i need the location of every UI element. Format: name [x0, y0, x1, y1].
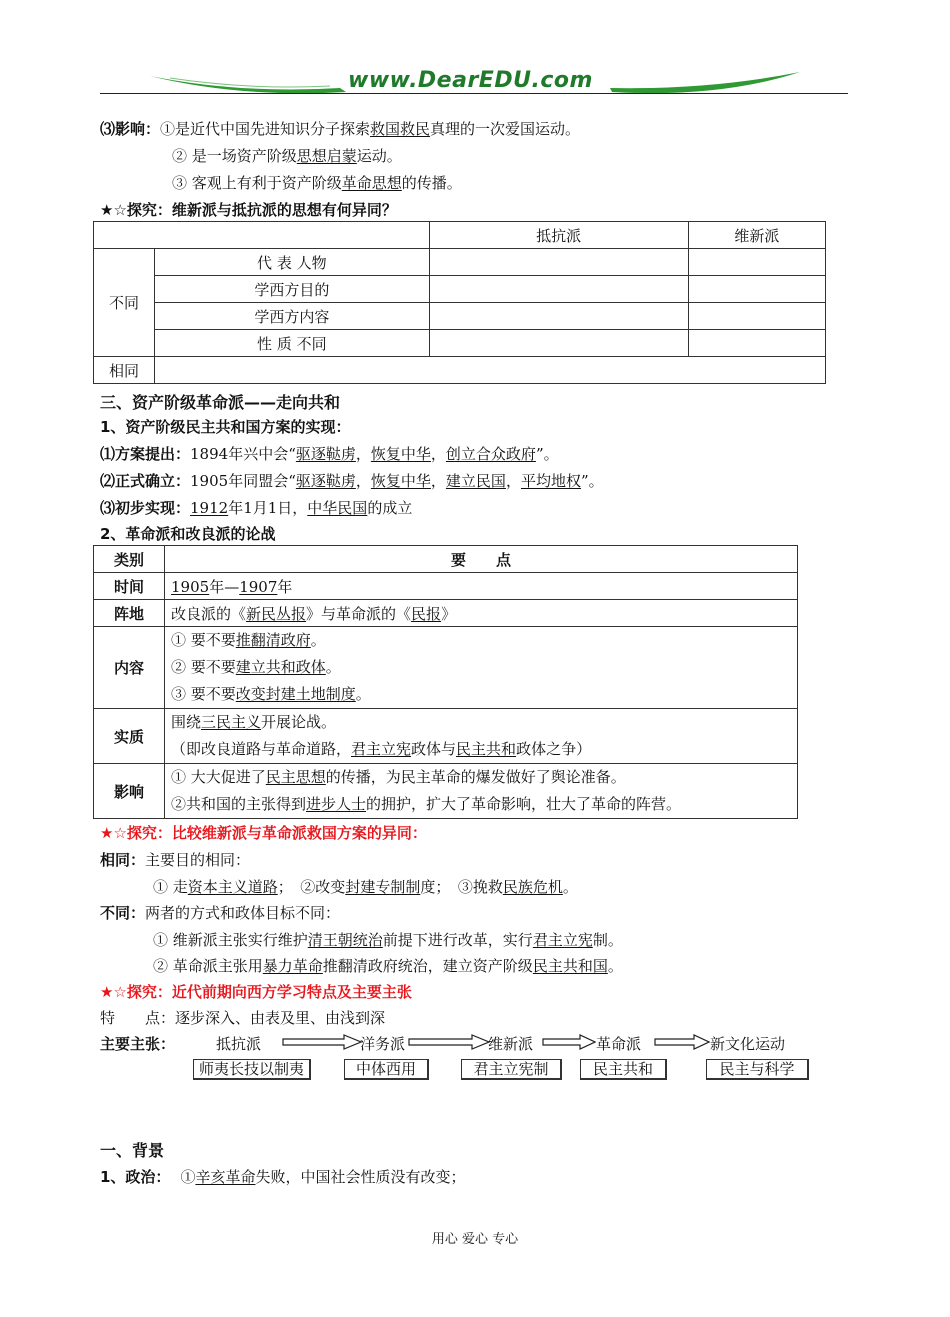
table2-time-cell: [165, 573, 798, 600]
section3-title: 三、资产阶级革命派——走向共和: [100, 393, 341, 412]
underlined-term: 改变封建土地制度: [235, 685, 356, 703]
text: ① 走: [153, 878, 188, 896]
text: 围绕: [171, 713, 202, 731]
claim-box: 民主共和: [580, 1059, 667, 1080]
text: ，: [430, 472, 446, 490]
text: 改良派的《: [171, 604, 247, 623]
arrow-right-icon: [654, 1034, 710, 1050]
underlined-term: 建立民国: [445, 472, 506, 490]
label: ⑵正式确立：: [100, 472, 191, 490]
text: 。: [325, 658, 341, 676]
table1-cell: [688, 249, 825, 276]
flow-item: 维新派: [488, 1035, 534, 1053]
underlined-term: 民主共和: [456, 740, 517, 758]
underlined-term: 资本主义道路: [187, 878, 278, 896]
text: 。: [607, 957, 623, 975]
explore2-diff-line: [100, 902, 340, 923]
text: 的传播。: [401, 174, 462, 192]
table2-header-points: 要 点: [165, 546, 798, 573]
table2-row-content: 内容: [94, 627, 165, 709]
text: 政体之争）: [516, 740, 592, 758]
underlined-term: 1912: [190, 499, 229, 517]
table1-row-label: 学西方内容: [155, 303, 430, 330]
table2-base-cell: [165, 600, 798, 627]
underlined-term: 驱逐鞑虏: [295, 445, 356, 463]
text: ① 大大促进了: [171, 768, 266, 786]
table1-cell: [688, 276, 825, 303]
underlined-term: 民主思想: [265, 768, 326, 786]
text: ，: [355, 445, 371, 463]
table1-col-resist: 抵抗派: [429, 222, 688, 249]
table1-cell: [688, 303, 825, 330]
table2-header-category: 类别: [94, 546, 165, 573]
table1-cell: [429, 330, 688, 357]
table1-row-label: 学西方目的: [155, 276, 430, 303]
explore2-same-line: [100, 849, 250, 870]
claim-box: 民主与科学: [706, 1059, 809, 1080]
section3-sub1: 1、资产阶级民主共和国方案的实现：: [100, 418, 351, 436]
label: ⑶初步实现：: [100, 499, 191, 517]
text: 真理的一次爱国运动。: [430, 120, 581, 138]
header-logo-text: www.DearEDU.com: [348, 68, 593, 93]
text: 年: [277, 577, 293, 596]
arrow-right-icon: [408, 1034, 490, 1050]
text: ③ 要不要: [171, 685, 236, 703]
text: ，: [505, 472, 521, 490]
table1-same-cell: [155, 357, 826, 384]
table2-essence-cell: [165, 709, 798, 764]
underlined-term: 暴力革命: [262, 957, 323, 975]
underlined-term: 推翻清政府: [235, 631, 311, 649]
underlined-term: 辛亥革命: [195, 1168, 256, 1186]
text: 度； ③挽救: [420, 878, 503, 896]
underlined-term: 1907: [239, 577, 278, 596]
flow-item: 洋务派: [360, 1035, 406, 1053]
text: 年—: [209, 577, 240, 596]
section1-politics: [100, 1166, 465, 1187]
text: ，: [430, 445, 446, 463]
text: ①: [180, 1168, 196, 1186]
underlined-term: 进步人士: [306, 795, 367, 813]
underlined-term: 思想启蒙: [296, 147, 357, 165]
text: ”。: [535, 445, 559, 463]
impact-line-2: [171, 791, 791, 818]
underlined-term: 君主立宪: [351, 740, 412, 758]
table1-group-diff: 不同: [94, 249, 155, 357]
text: ② 是一场资产阶级: [172, 147, 297, 165]
text: 失败，中国社会性质没有改变；: [255, 1168, 466, 1186]
content-item-2: [171, 654, 791, 681]
flow-item: 抵抗派: [216, 1035, 262, 1053]
underlined-term: 1905: [171, 577, 210, 596]
label: 1、政治：: [100, 1168, 171, 1186]
text: ①是近代中国先进知识分子探索: [160, 120, 371, 138]
text: ① 维新派主张实行维护: [153, 931, 308, 949]
underlined-term: 民报: [411, 604, 442, 623]
influence-line-2: [172, 145, 402, 166]
label: 相同：: [100, 851, 146, 869]
text: 1905年同盟会“: [190, 472, 296, 490]
text: 的成立: [367, 499, 413, 517]
underlined-term: 封建专制制: [345, 878, 421, 896]
explore2-title: ★☆探究：比较维新派与革命派救国方案的异同：: [100, 824, 427, 842]
text: ② 革命派主张用: [153, 957, 263, 975]
text: （即改良道路与革命道路，: [171, 740, 352, 758]
text: 政体与: [411, 740, 457, 758]
section3-sub2: 2、革命派和改良派的论战: [100, 525, 276, 543]
label: 特 点：: [100, 1009, 176, 1027]
explore2-same-items: [153, 876, 578, 897]
section1-title: 一、背景: [100, 1141, 165, 1160]
table2-row-base: 阵地: [94, 600, 165, 627]
table1-row-label: 性 质 不同: [155, 330, 430, 357]
underlined-term: 新民丛报: [246, 604, 307, 623]
table1-cell: [429, 276, 688, 303]
underlined-term: 建立共和政体: [235, 658, 326, 676]
label: ⑴方案提出：: [100, 445, 191, 463]
underlined-term: 君主立宪: [532, 931, 593, 949]
underlined-term: 平均地权: [520, 472, 581, 490]
text: ② 要不要: [171, 658, 236, 676]
page-footer: 用心 爱心 专心: [431, 1232, 519, 1247]
text: 逐步深入、由表及里、由浅到深: [175, 1009, 386, 1027]
table1-cell: [688, 330, 825, 357]
label: 不同：: [100, 904, 146, 922]
underlined-term: 恢复中华: [370, 445, 431, 463]
content-item-1: [171, 627, 791, 654]
influence-line-1: [100, 118, 580, 139]
text: 年1月1日，: [228, 499, 308, 517]
text: 主要目的相同：: [145, 851, 251, 869]
table1-row-same: 相同: [94, 357, 155, 384]
text: 两者的方式和政体目标不同：: [145, 904, 341, 922]
text: 制。: [592, 931, 623, 949]
impact-line-1: [171, 764, 791, 791]
text: 的拥护，扩大了革命影响，壮大了革命的阵营。: [366, 795, 682, 813]
table2-content-cell: [165, 627, 798, 709]
underlined-term: 中华民国: [307, 499, 368, 517]
table2-row-essence: 实质: [94, 709, 165, 764]
claim-box: 君主立宪制: [461, 1059, 562, 1080]
text: 运动。: [356, 147, 402, 165]
plan-established: [100, 470, 604, 491]
text: 推翻清政府统治，建立资产阶级: [322, 957, 533, 975]
text: ③ 客观上有利于资产阶级: [172, 174, 342, 192]
text: ① 要不要: [171, 631, 236, 649]
underlined-term: 三民主义: [201, 713, 262, 731]
text: 的传播，为民主革命的爆发做好了舆论准备。: [325, 768, 626, 786]
explore3-title: ★☆探究：近代前期向西方学习特点及主要主张: [100, 983, 412, 1001]
table1-cell: [429, 249, 688, 276]
text: 前提下进行改革，实行: [382, 931, 533, 949]
influence-line-3: [172, 172, 462, 193]
text: 》: [441, 604, 457, 623]
arrow-right-icon: [282, 1034, 362, 1050]
text: ”。: [580, 472, 604, 490]
text: 开展论战。: [261, 713, 337, 731]
table1-cell: [429, 303, 688, 330]
underlined-term: 恢复中华: [370, 472, 431, 490]
text: 。: [562, 878, 578, 896]
comparison-table-1: [93, 221, 826, 384]
arrow-right-icon: [542, 1034, 596, 1050]
underlined-term: 救国救民: [370, 120, 431, 138]
header-rule: [100, 93, 848, 94]
content-item-3: [171, 681, 791, 708]
text: ； ②改变: [277, 878, 346, 896]
explore3-features: [100, 1007, 385, 1028]
table2-row-impact: 影响: [94, 764, 165, 819]
debate-table: [93, 545, 798, 819]
flow-item: 革命派: [596, 1035, 642, 1053]
claim-box: 中体西用: [344, 1059, 429, 1080]
underlined-term: 创立合众政府: [445, 445, 536, 463]
table1-empty-header: [94, 222, 430, 249]
essence-line-1: [171, 709, 791, 736]
essence-line-2: [171, 736, 791, 763]
underlined-term: 民族危机: [502, 878, 563, 896]
table2-row-time: 时间: [94, 573, 165, 600]
flow-item: 新文化运动: [710, 1035, 786, 1053]
table1-row-label: 代 表 人物: [155, 249, 430, 276]
underlined-term: 清王朝统治: [307, 931, 383, 949]
table2-impact-cell: [165, 764, 798, 819]
plan-proposed: [100, 443, 559, 464]
table1-col-reform: 维新派: [688, 222, 825, 249]
underlined-term: 革命思想: [341, 174, 402, 192]
plan-realized: [100, 497, 412, 518]
explore2-diff-2: [153, 955, 623, 976]
explore1-title: ★☆探究：维新派与抵抗派的思想有何异同？: [100, 201, 397, 219]
claim-box: 师夷长技以制夷: [193, 1059, 311, 1080]
influence-label: ⑶影响：: [100, 120, 161, 138]
text: 。: [310, 631, 326, 649]
explore3-main-label: 主要主张：: [100, 1035, 176, 1053]
underlined-term: 驱逐鞑虏: [295, 472, 356, 490]
text: 》与革命派的《: [306, 604, 412, 623]
text: ，: [355, 472, 371, 490]
underlined-term: 民主共和国: [532, 957, 608, 975]
text: 。: [355, 685, 371, 703]
text: ②共和国的主张得到: [171, 795, 307, 813]
explore2-diff-1: [153, 929, 623, 950]
text: 1894年兴中会“: [190, 445, 296, 463]
